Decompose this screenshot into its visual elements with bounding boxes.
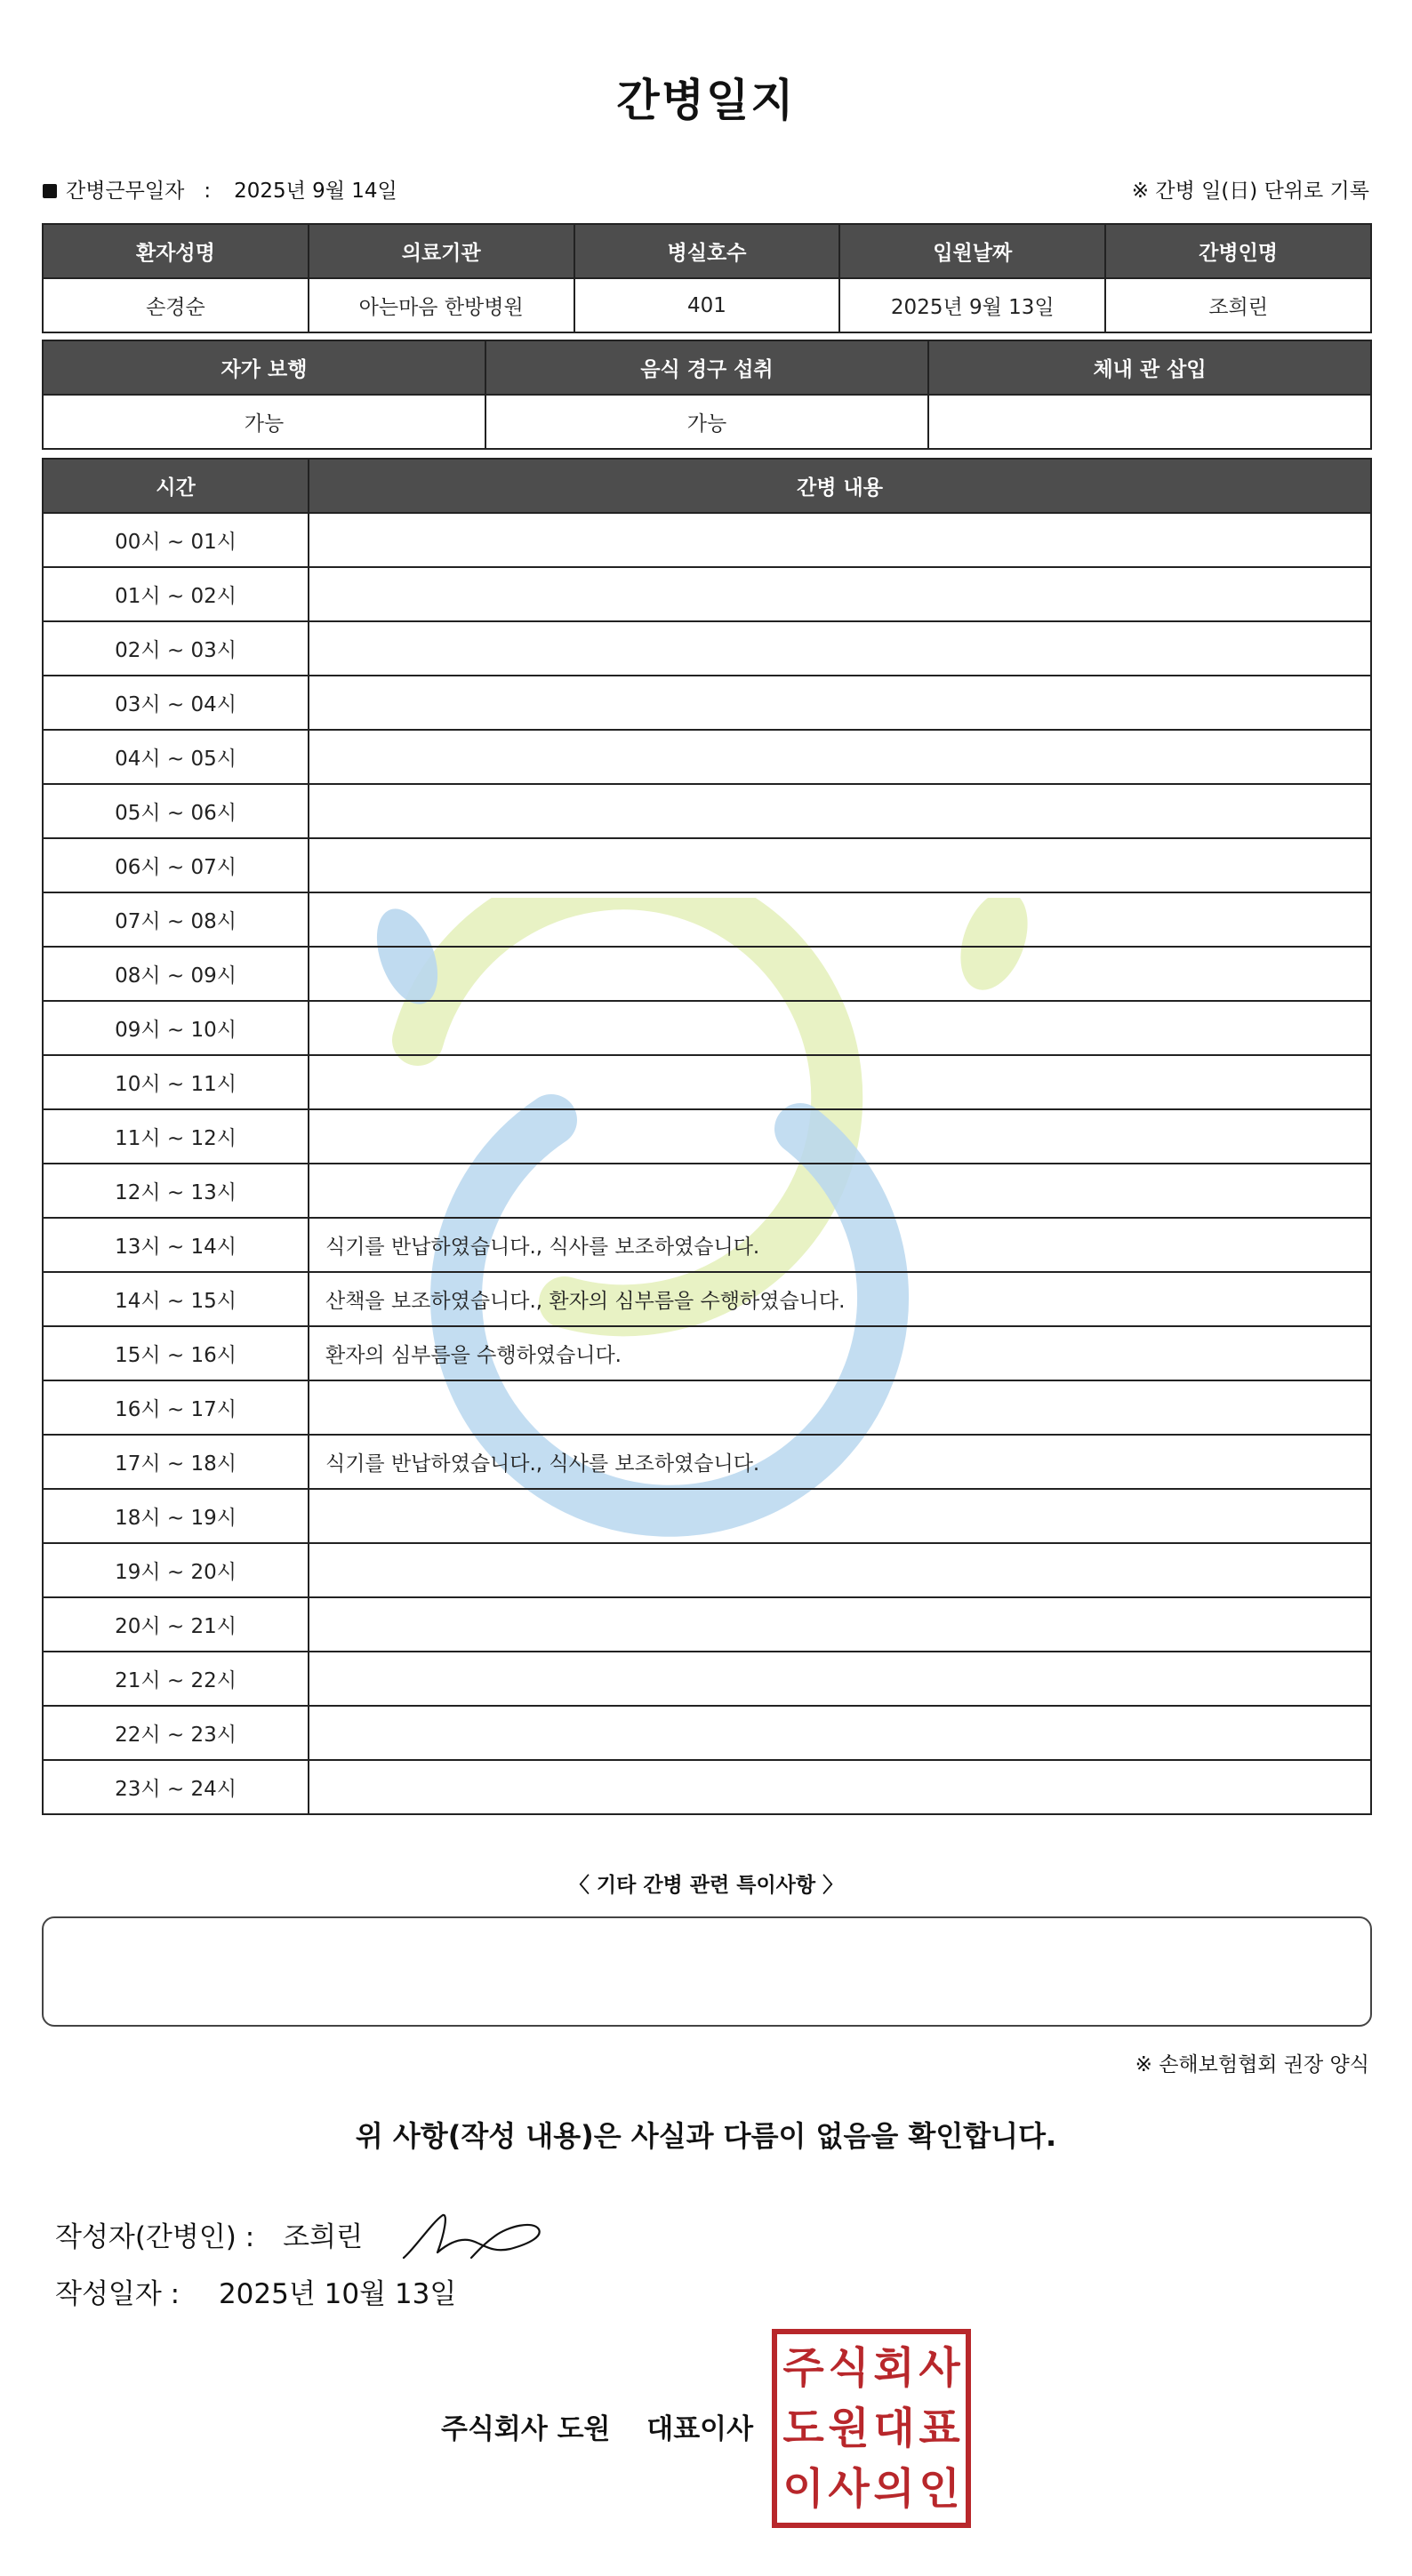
seal-char: 도: [782, 2404, 824, 2453]
admission-date-value: 2025년 9월 13일: [839, 278, 1105, 332]
self-walking-header: 자가 보행: [43, 340, 485, 395]
work-date-row: [43, 176, 397, 206]
schedule-row: [43, 1326, 1371, 1380]
schedule-content: [309, 621, 1371, 676]
schedule-row: [43, 1435, 1371, 1489]
seal-char: 사: [828, 2464, 870, 2514]
care-content-header: 간병 내용: [309, 459, 1371, 513]
schedule-row: [43, 1218, 1371, 1272]
schedule-row: [43, 513, 1371, 567]
company-ceo-title: 대표이사: [646, 2413, 754, 2445]
schedule-time: 13시 ~ 14시: [43, 1218, 309, 1272]
schedule-content: [309, 1164, 1371, 1218]
schedule-row: [43, 1272, 1371, 1326]
schedule-content: [309, 1706, 1371, 1760]
writer-label: 작성자(간병인) :: [55, 2221, 255, 2253]
square-bullet-icon: [43, 184, 57, 198]
schedule-time: 18시 ~ 19시: [43, 1489, 309, 1543]
schedule-time: 16시 ~ 17시: [43, 1380, 309, 1435]
written-date-label: 작성일자 :: [55, 2278, 181, 2310]
oral-intake-value: 가능: [485, 395, 928, 449]
schedule-time: 21시 ~ 22시: [43, 1652, 309, 1706]
hospital-header: 의료기관: [309, 224, 574, 278]
schedule-time: 05시 ~ 06시: [43, 784, 309, 838]
admission-date-header: 입원날짜: [839, 224, 1105, 278]
schedule-content: [309, 1109, 1371, 1164]
schedule-content: [309, 1055, 1371, 1109]
schedule-row: [43, 1489, 1371, 1543]
confirmation-statement: 위 사항(작성 내용)은 사실과 다름이 없음을 확인합니다.: [355, 2119, 1057, 2153]
patient-name-header: 환자성명: [43, 224, 309, 278]
record-unit-note: ※ 간병 일(日) 단위로 기록: [1131, 180, 1369, 203]
schedule-row: [43, 1597, 1371, 1652]
caregiver-name-header: 간병인명: [1105, 224, 1371, 278]
schedule-row: [43, 621, 1371, 676]
schedule-content: [309, 676, 1371, 730]
schedule-row: [43, 1164, 1371, 1218]
signature-icon: [397, 2206, 548, 2268]
schedule-row: [43, 1001, 1371, 1055]
seal-char: 식: [828, 2343, 870, 2393]
schedule-time: 07시 ~ 08시: [43, 892, 309, 947]
written-date-value: 2025년 10월 13일: [218, 2278, 457, 2310]
schedule-row: [43, 567, 1371, 621]
writer-row: [55, 2206, 548, 2268]
schedule-time: 08시 ~ 09시: [43, 947, 309, 1001]
schedule-time: 12시 ~ 13시: [43, 1164, 309, 1218]
patient-name-value: 손경순: [43, 278, 309, 332]
schedule-row: [43, 1109, 1371, 1164]
work-date-colon: :: [204, 180, 212, 203]
room-number-value: 401: [574, 278, 840, 332]
schedule-time: 04시 ~ 05시: [43, 730, 309, 784]
work-date-value: 2025년 9월 14일: [234, 180, 397, 203]
care-schedule-table: [42, 458, 1372, 1815]
oral-intake-header: 음식 경구 섭취: [485, 340, 928, 395]
schedule-content: [309, 1380, 1371, 1435]
schedule-time: 17시 ~ 18시: [43, 1435, 309, 1489]
schedule-content: [309, 567, 1371, 621]
schedule-row: [43, 1380, 1371, 1435]
schedule-row: [43, 784, 1371, 838]
schedule-content: [309, 784, 1371, 838]
schedule-content: [309, 1760, 1371, 1814]
company-name: 주식회사 도원: [441, 2413, 611, 2445]
schedule-row: [43, 1760, 1371, 1814]
seal-char: 인: [919, 2464, 960, 2514]
patient-status-table: [42, 340, 1372, 450]
seal-char: 원: [828, 2404, 870, 2453]
hospital-value: 아는마음 한방병원: [309, 278, 574, 332]
schedule-row: [43, 1055, 1371, 1109]
schedule-content: [309, 513, 1371, 567]
schedule-time: 19시 ~ 20시: [43, 1543, 309, 1597]
schedule-row: [43, 1706, 1371, 1760]
seal-char: 의: [873, 2464, 915, 2514]
tube-insertion-value: [928, 395, 1371, 449]
page-title: 간병일지: [616, 75, 796, 126]
remarks-title: 〈 기타 간병 관련 특이사항 〉: [568, 1874, 844, 1897]
schedule-content: [309, 730, 1371, 784]
schedule-row: [43, 947, 1371, 1001]
schedule-time: 10시 ~ 11시: [43, 1055, 309, 1109]
seal-char: 이: [782, 2464, 824, 2514]
schedule-row: [43, 838, 1371, 892]
time-header: 시간: [43, 459, 309, 513]
schedule-time: 14시 ~ 15시: [43, 1272, 309, 1326]
schedule-time: 23시 ~ 24시: [43, 1760, 309, 1814]
schedule-time: 09시 ~ 10시: [43, 1001, 309, 1055]
schedule-time: 20시 ~ 21시: [43, 1597, 309, 1652]
room-number-header: 병실호수: [574, 224, 840, 278]
schedule-content: 산책을 보조하였습니다., 환자의 심부름을 수행하였습니다.: [309, 1272, 1371, 1326]
schedule-time: 02시 ~ 03시: [43, 621, 309, 676]
schedule-row: [43, 1543, 1371, 1597]
schedule-content: [309, 947, 1371, 1001]
schedule-time: 15시 ~ 16시: [43, 1326, 309, 1380]
schedule-content: [309, 1597, 1371, 1652]
written-date-row: [55, 2274, 456, 2315]
self-walking-value: 가능: [43, 395, 485, 449]
caregiver-name-value: 조희린: [1105, 278, 1371, 332]
schedule-row: [43, 1652, 1371, 1706]
form-source-note: ※ 손해보험협회 권장 양식: [1135, 2053, 1369, 2076]
schedule-content: [309, 1489, 1371, 1543]
seal-char: 주: [782, 2343, 824, 2393]
seal-char: 표: [919, 2404, 960, 2453]
schedule-content: [309, 1001, 1371, 1055]
company-seal-stamp: [772, 2329, 971, 2528]
schedule-content: [309, 892, 1371, 947]
seal-char: 대: [873, 2404, 915, 2453]
company-signoff: [441, 2409, 753, 2450]
schedule-time: 22시 ~ 23시: [43, 1706, 309, 1760]
schedule-content: [309, 1652, 1371, 1706]
schedule-content: [309, 1543, 1371, 1597]
tube-insertion-header: 체내 관 삽입: [928, 340, 1371, 395]
schedule-time: 01시 ~ 02시: [43, 567, 309, 621]
writer-name: 조희린: [283, 2221, 364, 2253]
schedule-row: [43, 892, 1371, 947]
seal-char: 사: [919, 2343, 960, 2393]
schedule-row: [43, 676, 1371, 730]
schedule-row: [43, 730, 1371, 784]
schedule-content: 식기를 반납하였습니다., 식사를 보조하였습니다.: [309, 1435, 1371, 1489]
patient-info-table: [42, 223, 1372, 333]
schedule-content: [309, 838, 1371, 892]
schedule-time: 06시 ~ 07시: [43, 838, 309, 892]
remarks-box: [42, 1916, 1372, 2027]
work-date-label: 간병근무일자: [66, 180, 185, 203]
schedule-content: 환자의 심부름을 수행하였습니다.: [309, 1326, 1371, 1380]
schedule-time: 11시 ~ 12시: [43, 1109, 309, 1164]
seal-char: 회: [873, 2343, 915, 2393]
schedule-time: 00시 ~ 01시: [43, 513, 309, 567]
schedule-content: 식기를 반납하였습니다., 식사를 보조하였습니다.: [309, 1218, 1371, 1272]
schedule-time: 03시 ~ 04시: [43, 676, 309, 730]
